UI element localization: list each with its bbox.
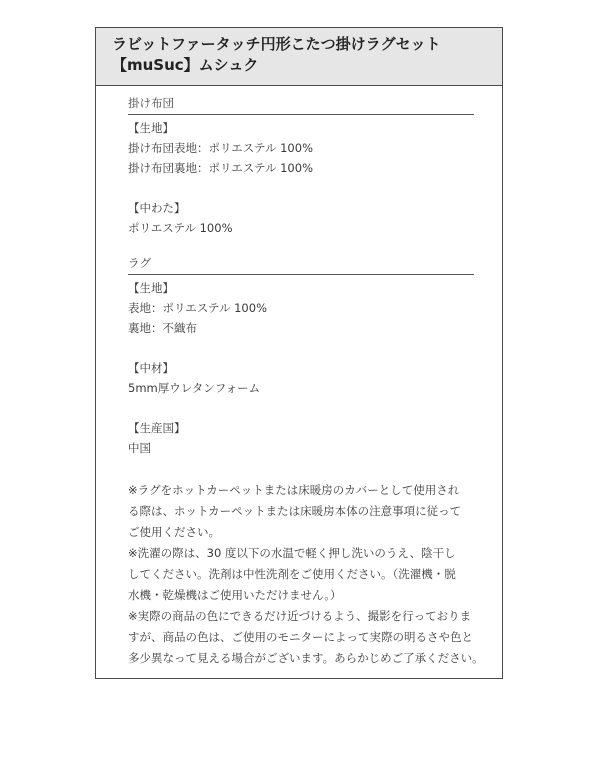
note-line: 多少異なって見える場合がございます。あらかじめご了承ください。: [128, 651, 484, 665]
note-line: ご使用ください。: [128, 525, 220, 539]
section-title-rug: ラグ: [128, 256, 474, 275]
product-spec-card: [95, 27, 503, 679]
futon-fabric-label: 【生地】: [128, 121, 174, 135]
note-line: ※洗濯の際は、30 度以下の水温で軽く押し洗いのうえ、陰干し: [128, 546, 456, 560]
note-line: 水機・乾燥機はご使用いただけません。）: [128, 588, 342, 602]
rug-origin-label: 【生産国】: [128, 421, 186, 435]
note-line: ※実際の商品の色にできるだけ近づけるよう、撮影を行っておりま: [128, 609, 472, 623]
rug-core-value: 5mm厚ウレタンフォーム: [128, 381, 261, 395]
note-line: ※ラグをホットカーペットまたは床暖房のカバーとして使用され: [128, 483, 460, 497]
rug-origin-value: 中国: [128, 441, 151, 455]
futon-filling-value: ポリエステル 100%: [128, 221, 233, 235]
rug-fabric-back: 裏地：不織布: [128, 321, 197, 335]
note-line: してください。洗剤は中性洗剤をご使用ください。（洗濯機・脱: [128, 567, 456, 581]
futon-fabric-front: 掛け布団表地：ポリエステル 100%: [128, 141, 313, 155]
note-line: すが、商品の色は、ご使用のモニターによって実際の明るさや色と: [128, 630, 473, 644]
rug-core-label: 【中材】: [128, 361, 174, 375]
section-title-futon: 掛け布団: [128, 96, 474, 115]
rug-fabric-label: 【生地】: [128, 281, 174, 295]
futon-fabric-back: 掛け布団裏地：ポリエステル 100%: [128, 161, 313, 175]
note-line: る際は、ホットカーペットまたは床暖房本体の注意事項に従って: [128, 504, 462, 518]
product-title-line2: 【muSuc】ムシュク: [112, 56, 259, 74]
futon-filling-label: 【中わた】: [128, 201, 186, 215]
rug-fabric-front: 表地：ポリエステル 100%: [128, 301, 267, 315]
product-title-line1: ラビットファータッチ円形こたつ掛けラグセット: [112, 35, 441, 53]
card-header: [96, 28, 502, 86]
